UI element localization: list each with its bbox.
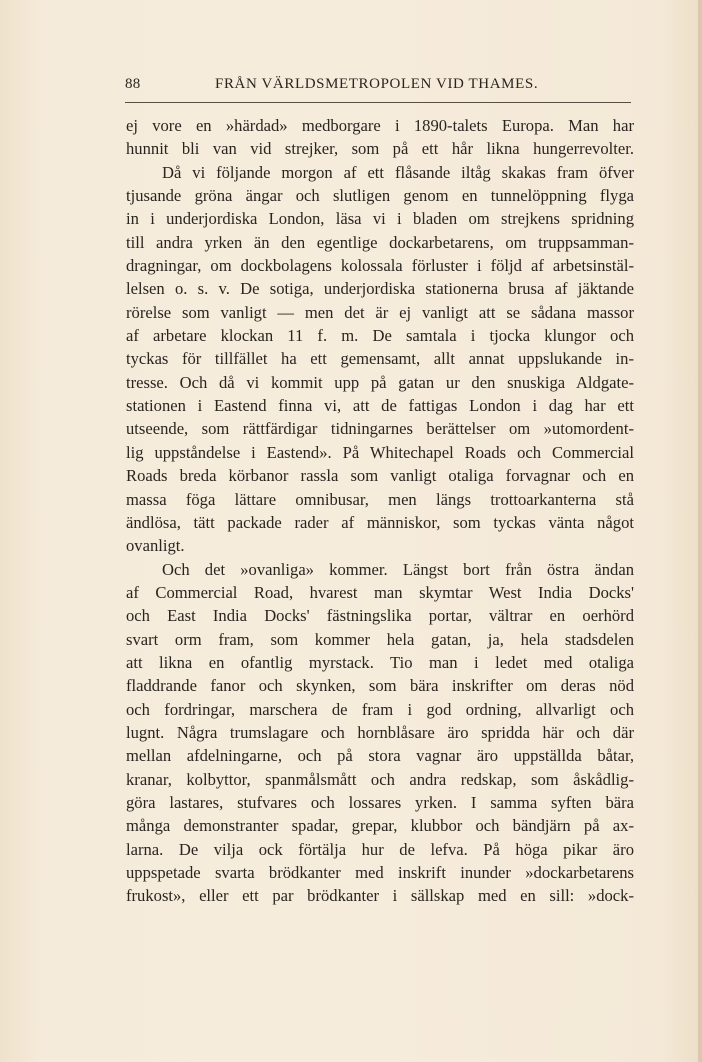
text-line: massa föga lättare omnibusar, men längs trottoarkanterna stå: [126, 489, 634, 509]
text-line: stationen i Eastend finna vi, att de fattigas London i dag har ett: [126, 396, 634, 416]
text-line: Då vi följande morgon af ett flåsande iltåg skakas fram öfver: [162, 162, 634, 182]
text-line: svart orm fram, som kommer hela gatan, ja, hela stadsdelen: [126, 629, 634, 649]
text-line: in i underjordiska London, läsa vi i bladen om strejkens spridning: [126, 209, 634, 229]
text-line: af arbetare klockan 11 f. m. De samtala i tjocka klungor och: [126, 326, 634, 346]
page-header: [125, 76, 631, 100]
text-line: tresse. Och då vi kommit upp på gatan ur den snuskiga Aldgate-: [126, 372, 634, 392]
page-edge: [698, 0, 702, 1062]
text-line: tyckas för tillfället ha ett gemensamt, allt annat uppslukande in-: [126, 349, 634, 369]
text-line: göra lastares, stufvares och lossares yrken. I samma syften bära: [126, 792, 634, 812]
body-text: [126, 114, 634, 908]
text-line: lugnt. Några trumslagare och hornblåsare äro spridda här och där: [126, 722, 634, 742]
text-line: ändlösa, tätt packade rader af människor, som tyckas vänta något: [126, 512, 634, 532]
page-number: 88: [125, 76, 141, 92]
text-line: utseende, som rättfärdigar tidningarnes berättelser om »utomordent-: [126, 419, 634, 439]
text-line: lelsen o. s. v. De sotiga, underjordiska stationerna brusa af jäktande: [126, 279, 634, 299]
text-line: kranar, kolbyttor, spanmålsmått och andra redskap, som åskådlig-: [126, 769, 634, 789]
text-line: lig uppståndelse i Eastend». På Whitechapel Roads och Commercial: [126, 442, 634, 462]
header-rule: [125, 102, 631, 103]
text-line: och fordringar, marschera de fram i god ordning, allvarligt och: [126, 699, 634, 719]
text-line: af Commercial Road, hvarest man skymtar West India Docks': [126, 582, 634, 602]
text-line: uppspetade svarta brödkanter med inskrift inunder »dockarbetarens: [126, 863, 634, 882]
text-line: många demonstranter spadar, grepar, klubbor och bändjärn på ax-: [126, 816, 634, 836]
text-line: till andra yrken än den egentlige dockarbetarens, om truppsamman-: [126, 232, 634, 252]
text-line: dragningar, om dockbolagens kolossala förluster i följd af arbetsinstäl-: [126, 256, 634, 276]
text-line: frukost», eller ett par brödkanter i sällskap med en sill: »dock-: [126, 886, 634, 906]
text-line: ej vore en »härdad» medborgare i 1890-talets Europa. Man har: [126, 116, 634, 135]
text-line: hunnit bli van vid strejker, som på ett hår likna hungerrevolter.: [126, 139, 634, 159]
text-line: Roads breda körbanor rassla som vanligt otaliga forvagnar och en: [126, 466, 634, 486]
text-line: rörelse som vanligt — men det är ej vanligt att se sådana massor: [126, 302, 634, 322]
running-title: FRÅN VÄRLDSMETROPOLEN VID THAMES.: [215, 76, 539, 92]
text-line: mellan afdelningarne, och på stora vagnar äro uppställda båtar,: [126, 746, 634, 766]
text-line: att likna en ofantlig myrstack. Tio man i ledet med otaliga: [126, 652, 634, 672]
text-line: Och det »ovanliga» kommer. Längst bort från östra ändan: [162, 559, 634, 579]
text-line: fladdrande fanor och skynken, som bära inskrifter om deras nöd: [126, 676, 634, 696]
text-line: tjusande gröna ängar och slutligen genom en tunnelöppning flyga: [126, 186, 634, 206]
text-line: larna. De vilja ock förtälja hur de lefva. På höga pikar äro: [126, 839, 634, 859]
text-line: och East India Docks' fästningslika portar, vältrar en oerhörd: [126, 606, 634, 626]
text-line: ovanligt.: [126, 536, 185, 556]
